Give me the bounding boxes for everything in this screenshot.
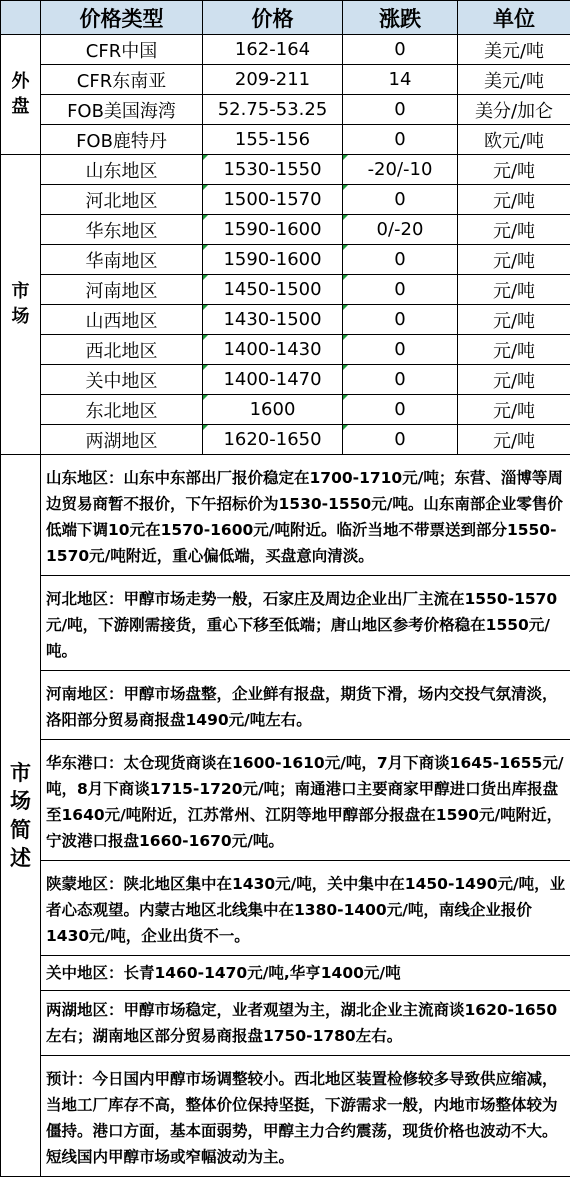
cell-type: 关中地区 bbox=[41, 365, 203, 395]
cell-unit: 元/吨 bbox=[458, 155, 570, 185]
cell-price: 1600 bbox=[203, 395, 343, 425]
cell-unit: 元/吨 bbox=[458, 395, 570, 425]
table-row bbox=[1, 65, 570, 95]
cell-price: 1400-1430 bbox=[203, 335, 343, 365]
cell-price: 162-164 bbox=[203, 35, 343, 65]
cell-price: 1450-1500 bbox=[203, 275, 343, 305]
cell-change: 0 bbox=[343, 245, 458, 275]
table-row bbox=[1, 35, 570, 65]
summary-row bbox=[1, 455, 570, 1177]
cell-change: 0 bbox=[343, 365, 458, 395]
table-row bbox=[1, 185, 570, 215]
header-corner bbox=[1, 1, 41, 35]
cell-unit: 元/吨 bbox=[458, 365, 570, 395]
cell-price: 155-156 bbox=[203, 125, 343, 155]
cell-unit: 元/吨 bbox=[458, 305, 570, 335]
cell-price: 1620-1650 bbox=[203, 425, 343, 455]
table-row bbox=[1, 155, 570, 185]
cell-unit: 美元/吨 bbox=[458, 65, 570, 95]
cell-type: FOB美国海湾 bbox=[41, 95, 203, 125]
header-row bbox=[1, 1, 570, 35]
summary-lianghu: 两湖地区：甲醇市场稳定，业者观望为主，湖北企业主流商谈1620-1650左右；湖南地区部分贸易商报盘1750-1780左右。 bbox=[41, 991, 570, 1056]
cell-price: 1530-1550 bbox=[203, 155, 343, 185]
header-unit: 单位 bbox=[458, 1, 570, 35]
cell-unit: 元/吨 bbox=[458, 245, 570, 275]
table-row bbox=[1, 395, 570, 425]
section-label-summary: 市 场 简 述 bbox=[1, 455, 41, 1177]
section-label-overseas: 外 盘 bbox=[1, 35, 41, 155]
cell-change: 14 bbox=[343, 65, 458, 95]
cell-change: 0 bbox=[343, 305, 458, 335]
summary-hebei: 河北地区：甲醇市场走势一般，石家庄及周边企业出厂主流在1550-1570元/吨，下游刚需接货，重心下移至低端；唐山地区参考价格稳在1550元/吨。 bbox=[41, 576, 570, 671]
table-row bbox=[1, 215, 570, 245]
cell-unit: 美元/吨 bbox=[458, 35, 570, 65]
cell-change: 0 bbox=[343, 395, 458, 425]
summary-shandong: 山东地区：山东中东部出厂报价稳定在1700-1710元/吨；东营、淄博等周边贸易商暂不报价，下午招标价为1530-1550元/吨。山东南部企业零售价低端下调10元在1570-1600元/吨附近。临沂当地不带票送到部分1550-1570元/吨附近，重心偏低端，买盘意向清淡。 bbox=[41, 455, 570, 576]
header-price: 价格 bbox=[203, 1, 343, 35]
cell-price: 1430-1500 bbox=[203, 305, 343, 335]
cell-unit: 美分/加仑 bbox=[458, 95, 570, 125]
header-type: 价格类型 bbox=[41, 1, 203, 35]
cell-unit: 元/吨 bbox=[458, 335, 570, 365]
section-label-market: 市 场 bbox=[1, 155, 41, 455]
cell-change: 0 bbox=[343, 35, 458, 65]
cell-change: 0 bbox=[343, 185, 458, 215]
summary-henan: 河南地区：甲醇市场盘整，企业鲜有报盘，期货下滑，场内交投气氛清淡，洛阳部分贸易商报盘1490元/吨左右。 bbox=[41, 671, 570, 740]
cell-change: 0 bbox=[343, 275, 458, 305]
cell-type: 河北地区 bbox=[41, 185, 203, 215]
cell-change: 0 bbox=[343, 335, 458, 365]
table-row bbox=[1, 95, 570, 125]
cell-type: FOB鹿特丹 bbox=[41, 125, 203, 155]
cell-type: 东北地区 bbox=[41, 395, 203, 425]
cell-type: 西北地区 bbox=[41, 335, 203, 365]
table-row bbox=[1, 305, 570, 335]
table-row bbox=[1, 425, 570, 455]
cell-price: 1590-1600 bbox=[203, 215, 343, 245]
table-row bbox=[1, 125, 570, 155]
cell-change: 0 bbox=[343, 95, 458, 125]
cell-unit: 元/吨 bbox=[458, 425, 570, 455]
summary-east-china-port: 华东港口：太仓现货商谈在1600-1610元/吨，7月下商谈1645-1655元/吨，8月下商谈1715-1720元/吨；南通港口主要商家甲醇进口货出库报盘至1640元/吨附近，江苏常州、江阴等地甲醇部分报盘在1590元/吨附近，宁波港口报盘1660-1670元/吨。 bbox=[41, 740, 570, 861]
cell-unit: 元/吨 bbox=[458, 275, 570, 305]
cell-price: 1500-1570 bbox=[203, 185, 343, 215]
summary-shaanxi-inner-mongolia: 陕蒙地区：陕北地区集中在1430元/吨，关中集中在1450-1490元/吨，业者心态观望。内蒙古地区北线集中在1380-1400元/吨，南线企业报价1430元/吨，企业出货不一。 bbox=[41, 861, 570, 956]
cell-type: 两湖地区 bbox=[41, 425, 203, 455]
header-change: 涨跌 bbox=[343, 1, 458, 35]
cell-price: 52.75-53.25 bbox=[203, 95, 343, 125]
cell-unit: 元/吨 bbox=[458, 185, 570, 215]
cell-type: 河南地区 bbox=[41, 275, 203, 305]
table-row bbox=[1, 275, 570, 305]
cell-price: 209-211 bbox=[203, 65, 343, 95]
cell-change: 0/-20 bbox=[343, 215, 458, 245]
cell-type: 华东地区 bbox=[41, 215, 203, 245]
cell-type: CFR东南亚 bbox=[41, 65, 203, 95]
cell-change: 0 bbox=[343, 425, 458, 455]
summary-guanzhong: 关中地区：长青1460-1470元/吨,华亨1400元/吨 bbox=[41, 956, 570, 991]
cell-change: 0 bbox=[343, 125, 458, 155]
cell-unit: 欧元/吨 bbox=[458, 125, 570, 155]
cell-type: 山东地区 bbox=[41, 155, 203, 185]
cell-price: 1400-1470 bbox=[203, 365, 343, 395]
cell-type: 华南地区 bbox=[41, 245, 203, 275]
cell-price: 1590-1600 bbox=[203, 245, 343, 275]
cell-type: CFR中国 bbox=[41, 35, 203, 65]
summary-cell bbox=[41, 455, 570, 1177]
table-row bbox=[1, 365, 570, 395]
table-row bbox=[1, 335, 570, 365]
table-row bbox=[1, 245, 570, 275]
summary-forecast: 预计：今日国内甲醇市场调整较小。西北地区装置检修较多导致供应缩减，当地工厂库存不高，整体价位保持坚挺，下游需求一般，内地市场整体较为僵持。港口方面，基本面弱势，甲醇主力合约震荡，现货价格也波动不大。短线国内甲醇市场或窄幅波动为主。 bbox=[46, 1070, 558, 1166]
cell-type: 山西地区 bbox=[41, 305, 203, 335]
cell-unit: 元/吨 bbox=[458, 215, 570, 245]
cell-change: -20/-10 bbox=[343, 155, 458, 185]
